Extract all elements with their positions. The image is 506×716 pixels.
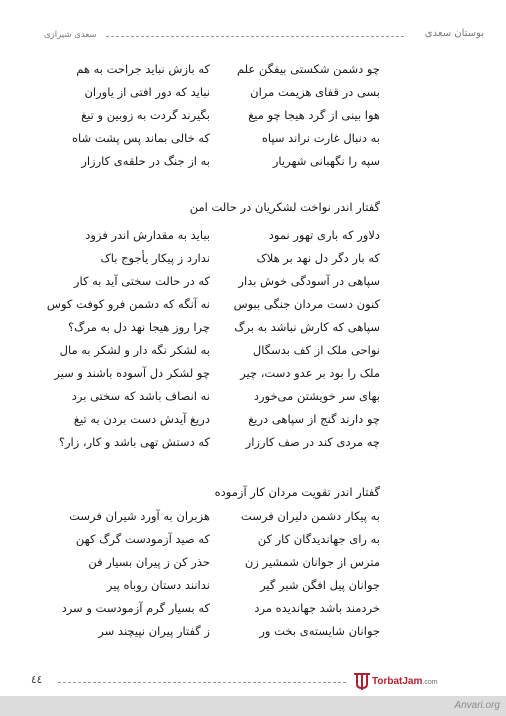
verse-row bbox=[0, 108, 506, 130]
header-divider bbox=[106, 36, 404, 37]
hemistich-first: خردمند باشد جهاندیده مرد bbox=[254, 601, 380, 615]
hemistich-second: نه آنگه که دشمن فرو کوفت کوس bbox=[46, 297, 210, 311]
hemistich-second: که صید آزمودست گرگ کهن bbox=[75, 532, 210, 546]
hemistich-first: چه مردی کند در صف کارزار bbox=[245, 435, 380, 449]
hemistich-second: بباید به مقدارش اندر فزود bbox=[85, 228, 210, 242]
hemistich-second: ندانند دستان روباه پیر bbox=[106, 578, 210, 592]
hemistich-first: کنون دست مردان جنگی ببوس bbox=[233, 297, 380, 311]
hemistich-second: به از جنگ در حلقه‌ی کارزار bbox=[81, 154, 210, 168]
hemistich-second: بگیرند گردت به زوبین و تیغ bbox=[81, 108, 210, 122]
bottom-band bbox=[0, 696, 506, 716]
hemistich-first: سپاهی که کارش نباشد به برگ bbox=[234, 320, 380, 334]
hemistich-second: ندارد ز پیکار یأجوج باک bbox=[100, 251, 210, 265]
section-heading: گفتار اندر نواخت لشکریان در حالت امن bbox=[189, 200, 380, 214]
hemistich-second: که خالی بماند پس پشت شاه bbox=[72, 131, 210, 145]
hemistich-second: که بسیار گرم آزمودست و سرد bbox=[61, 601, 210, 615]
hemistich-second: حذر کن ز پیران بسیار فن bbox=[88, 555, 210, 569]
verse-row bbox=[0, 131, 506, 153]
verse-row bbox=[0, 297, 506, 319]
verse-row bbox=[0, 274, 506, 296]
hemistich-first: به دنبال غارت نراند سپاه bbox=[261, 131, 380, 145]
hemistich-first: چو دشمن شکستی بیفگن علم bbox=[236, 62, 380, 76]
hemistich-first: ملک را بود بر عدو دست، چیر bbox=[240, 366, 380, 380]
hemistich-second: نباید که دور افتی از یاوران bbox=[84, 85, 210, 99]
hemistich-second: نه انصاف باشد که سختی برد bbox=[71, 389, 210, 403]
hemistich-first: جوانان پیل افگن شیر گیر bbox=[260, 578, 380, 592]
verse-row bbox=[0, 412, 506, 434]
verse-row bbox=[0, 366, 506, 388]
watermark: Anvari.org bbox=[454, 700, 500, 711]
verse-row bbox=[0, 555, 506, 577]
hemistich-first: دلاور که باری تهور نمود bbox=[268, 228, 380, 242]
verse-row bbox=[0, 251, 506, 273]
hemistich-first: بهای سر خویشتن می‌خورد bbox=[253, 389, 380, 403]
hemistich-second: که در حالت سختی آید به کار bbox=[73, 274, 210, 288]
site-logo bbox=[352, 670, 462, 692]
verse-row bbox=[0, 532, 506, 554]
page-number: ٤٤ bbox=[31, 674, 43, 686]
hemistich-first: به پیکار دشمن دلیران فرست bbox=[240, 509, 380, 523]
hemistich-first: جوانان شایسته‌ی بخت ور bbox=[259, 624, 380, 638]
verse-row bbox=[0, 435, 506, 457]
hemistich-second: چو لشکر دل آسوده باشند و سیر bbox=[54, 366, 210, 380]
page-header bbox=[26, 28, 484, 44]
verse-row bbox=[0, 601, 506, 623]
hemistich-second: هزبران به آورد شیران فرست bbox=[69, 509, 210, 523]
hemistich-first: به رای جهاندیدگان کار کن bbox=[257, 532, 380, 546]
hemistich-second: که بازش نباید جراحت به هم bbox=[76, 62, 210, 76]
logo-domain-suffix: .com bbox=[422, 679, 438, 686]
hemistich-second: دریغ آیدش دست بردن به تیغ bbox=[73, 412, 210, 426]
hemistich-first: مترس از جوانان شمشیر زن bbox=[244, 555, 380, 569]
hemistich-first: چو دارند گنج از سپاهی دریغ bbox=[248, 412, 380, 426]
hemistich-second: که دستش تهی باشد و کار، زار؟ bbox=[58, 435, 210, 449]
hemistich-first: سپه را نگهبانی شهریار bbox=[272, 154, 380, 168]
hemistich-first: بسی در قفای هزیمت مران bbox=[250, 85, 380, 99]
hemistich-first: نواحی ملک از کف بدسگال bbox=[252, 343, 380, 357]
hemistich-first: که بار دگر دل نهد بر هلاک bbox=[256, 251, 380, 265]
verse-row bbox=[0, 320, 506, 342]
verse-row bbox=[0, 624, 506, 646]
verse-row bbox=[0, 509, 506, 531]
hemistich-second: ز گفتار پیران نپیچند سر bbox=[98, 624, 210, 638]
verse-row bbox=[0, 154, 506, 176]
verse-row bbox=[0, 343, 506, 365]
book-title: بوستان سعدی bbox=[424, 28, 484, 39]
author-name: سعدی شیرازی bbox=[44, 30, 97, 40]
hemistich-first: سپاهی در آسودگی خوش بدار bbox=[238, 274, 380, 288]
hemistich-second: چرا روز هیجا نهد دل به مرگ؟ bbox=[68, 320, 210, 334]
logo-icon bbox=[352, 670, 372, 692]
hemistich-second: به لشکر نگه دار و لشکر به مال bbox=[59, 343, 210, 357]
verse-row bbox=[0, 85, 506, 107]
logo-wordmark: TorbatJam bbox=[372, 676, 423, 687]
verse-row bbox=[0, 62, 506, 84]
verse-row bbox=[0, 389, 506, 411]
footer-divider bbox=[58, 682, 346, 683]
verse-row bbox=[0, 578, 506, 600]
section-heading: گفتار اندر تقویت مردان کار آزموده bbox=[214, 485, 380, 499]
hemistich-first: هوا بینی از گرد هیجا چو میغ bbox=[248, 108, 380, 122]
verse-row bbox=[0, 228, 506, 250]
